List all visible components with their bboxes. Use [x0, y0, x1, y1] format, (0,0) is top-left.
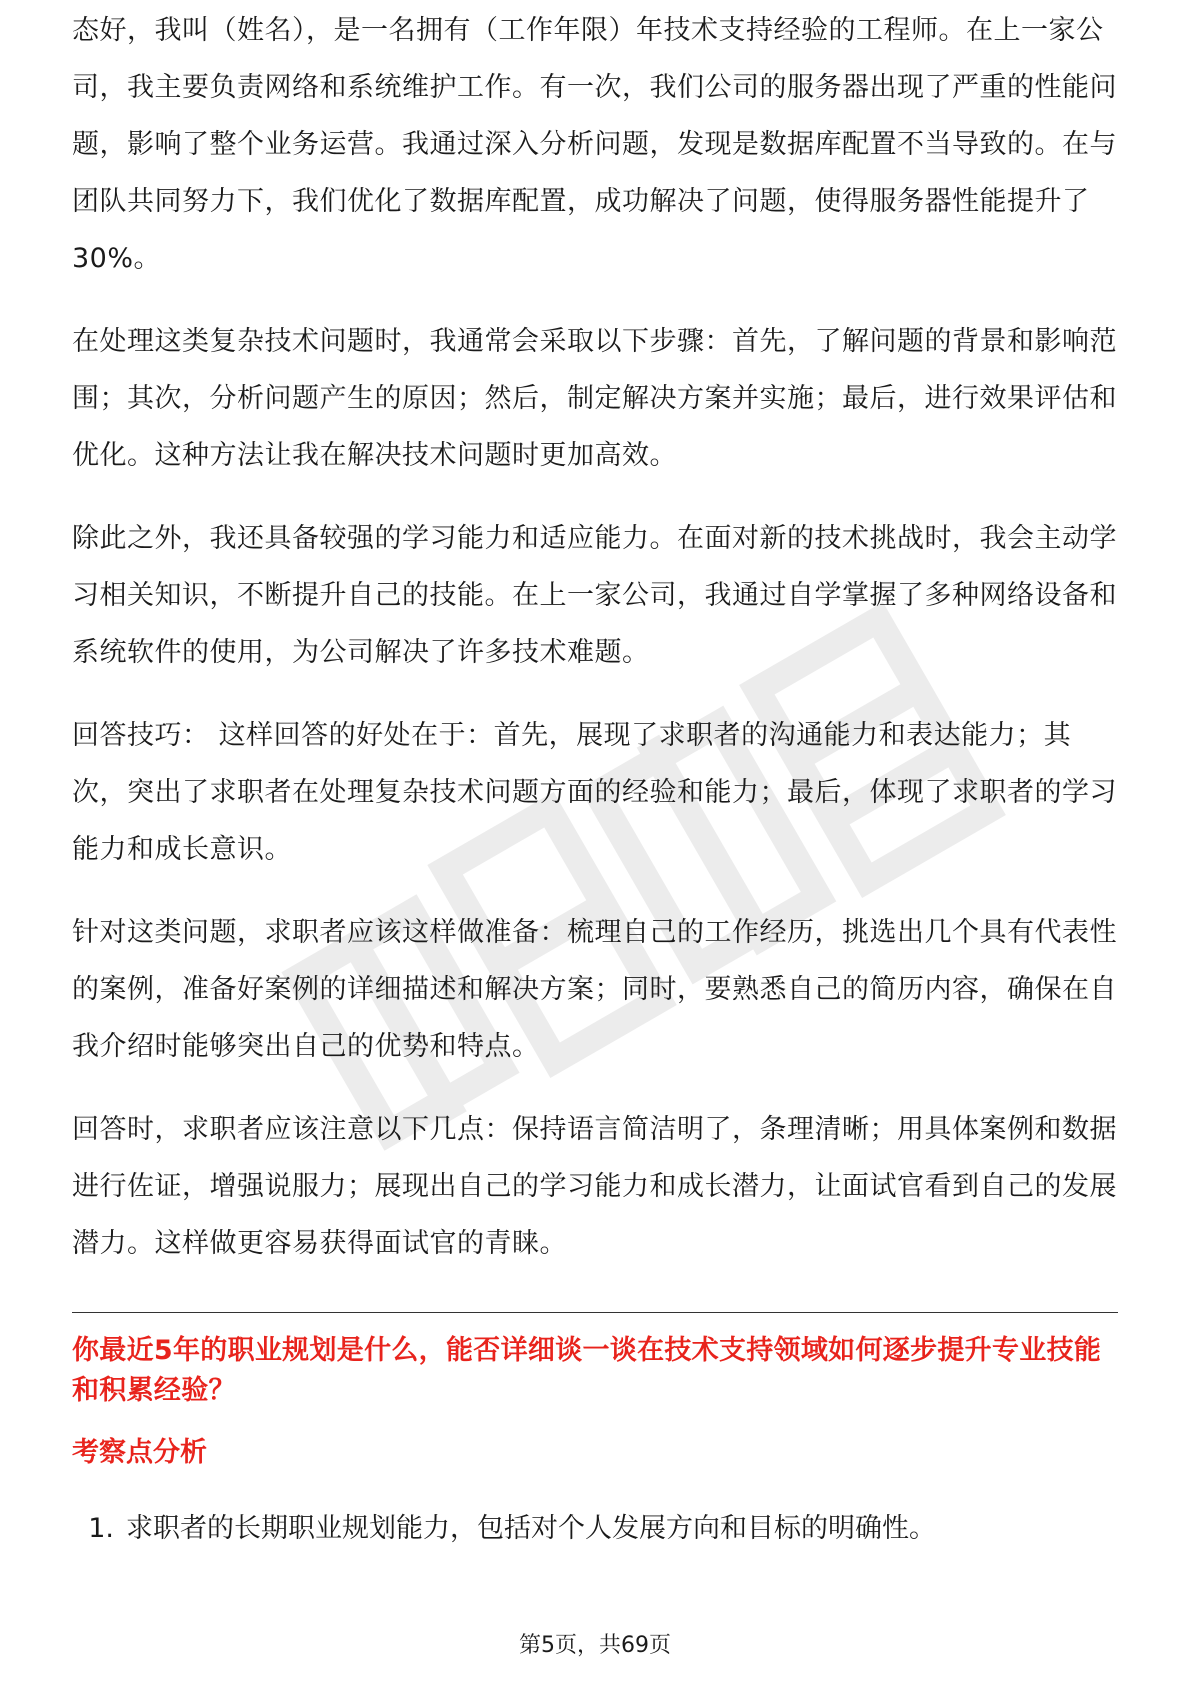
paragraph-tips: 回答技巧： 这样回答的好处在于：首先，展现了求职者的沟通能力和表达能力；其次，突出了求职者在处理复杂技术问题方面的经验和能力；最后，体现了求职者的学习能力和成长意识。	[72, 720, 1117, 865]
list-item-text: 求职者的长期职业规划能力，包括对个人发展方向和目标的明确性。	[126, 1513, 936, 1544]
paragraph-preparation: 针对这类问题，求职者应该这样做准备：梳理自己的工作经历，挑选出几个具有代表性的案例，准备好案例的详细描述和解决方案；同时，要熟悉自己的简历内容，确保在自我介绍时能够突出自己的优势和特点。	[72, 917, 1117, 1062]
paragraph-steps: 在处理这类复杂技术问题时，我通常会采取以下步骤：首先，了解问题的背景和影响范围；其次，分析问题产生的原因；然后，制定解决方案并实施；最后，进行效果评估和优化。这种方法让我在解决技术问题时更加高效。	[72, 326, 1117, 471]
list-item	[72, 1509, 1118, 1549]
section-title: 考察点分析	[72, 1437, 207, 1468]
analysis-list	[72, 1509, 1118, 1549]
section-divider	[72, 1312, 1118, 1313]
list-item-number: 1.	[88, 1513, 114, 1544]
page-content	[72, 15, 1118, 1549]
paragraph-notes: 回答时，求职者应该注意以下几点：保持语言简洁明了，条理清晰；用具体案例和数据进行佐证，增强说服力；展现出自己的学习能力和成长潜力，让面试官看到自己的发展潜力。这样做更容易获得面试官的青睐。	[72, 1114, 1117, 1259]
paragraph-answer-intro: 态好，我叫（姓名），是一名拥有（工作年限）年技术支持经验的工程师。在上一家公司，我主要负责网络和系统维护工作。有一次，我们公司的服务器出现了严重的性能问题，影响了整个业务运营。我通过深入分析问题，发现是数据库配置不当导致的。在与团队共同努力下，我们优化了数据库配置，成功解决了问题，使得服务器性能提升了30%。	[72, 15, 1117, 274]
page-footer: 第5页，共69页	[519, 1633, 671, 1658]
question-heading: 你最近5年的职业规划是什么，能否详细谈一谈在技术支持领域如何逐步提升专业技能和积累经验？	[72, 1335, 1102, 1406]
paragraph-learning: 除此之外，我还具备较强的学习能力和适应能力。在面对新的技术挑战时，我会主动学习相关知识，不断提升自己的技能。在上一家公司，我通过自学掌握了多种网络设备和系统软件的使用，为公司解决了许多技术难题。	[72, 523, 1117, 668]
